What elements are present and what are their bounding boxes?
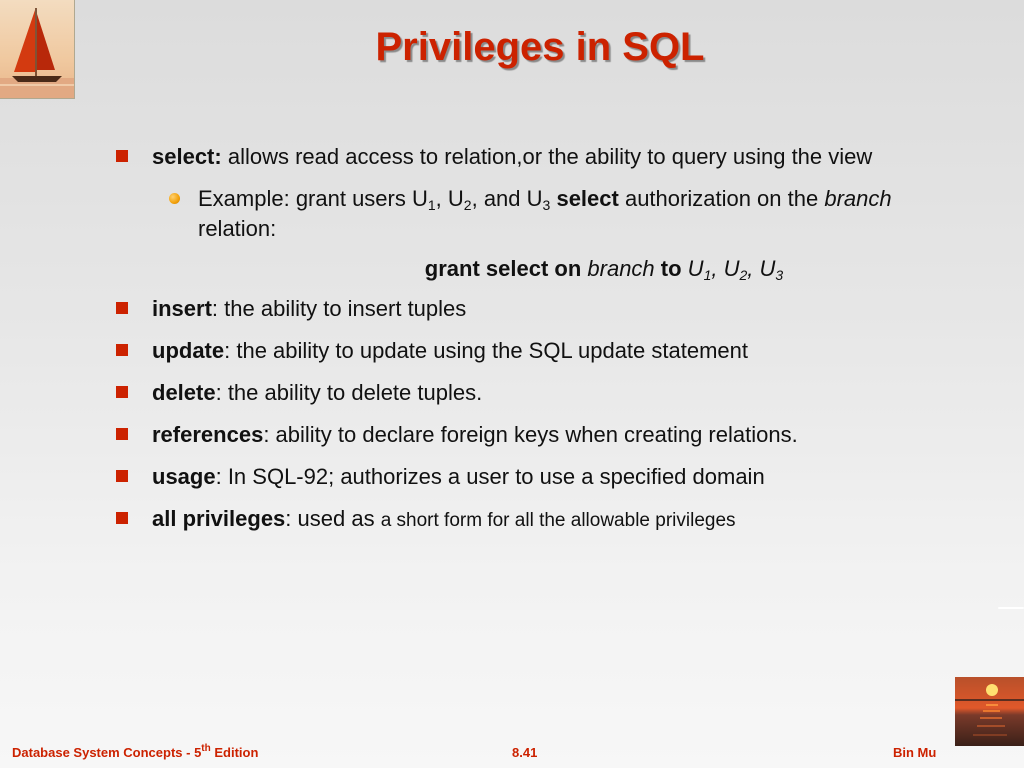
item-text: : the ability to insert tuples xyxy=(211,296,467,321)
example-text: , U xyxy=(435,186,464,211)
square-bullet-icon xyxy=(116,512,128,524)
example-text: authorization on the xyxy=(618,186,825,211)
list-item-references xyxy=(114,420,974,450)
subscript: 3 xyxy=(775,267,784,283)
subscript: 1 xyxy=(703,267,712,283)
slide-title: Privileges in SQL xyxy=(375,25,705,69)
subscript: 3 xyxy=(542,197,551,213)
keyword: select xyxy=(556,186,619,211)
keyword: delete xyxy=(152,380,216,405)
superscript: th xyxy=(201,743,211,754)
footer-author: Bin Mu xyxy=(893,745,937,760)
item-text: allows read access to relation,or the ability to query using the view xyxy=(221,144,873,169)
bullet-list xyxy=(114,142,974,548)
example-item xyxy=(198,184,938,244)
round-bullet-icon xyxy=(169,193,180,204)
keyword: update xyxy=(152,338,225,363)
item-text: : In SQL-92; authorizes a user to use a specified domain xyxy=(215,464,765,489)
list-item-all-privileges xyxy=(114,504,974,536)
decorative-line xyxy=(998,607,1024,609)
list-item-usage xyxy=(114,462,974,492)
user-name: U xyxy=(759,256,776,281)
square-bullet-icon xyxy=(116,470,128,482)
footer-text: Edition xyxy=(210,745,259,760)
list-item-insert xyxy=(114,294,974,324)
item-text: : used as xyxy=(285,506,381,531)
grant-statement xyxy=(114,254,974,284)
square-bullet-icon xyxy=(116,302,128,314)
subscript: 2 xyxy=(463,197,472,213)
relation-name: branch xyxy=(824,186,892,211)
list-item-select xyxy=(114,142,974,172)
item-text: : ability to declare foreign keys when creating relations. xyxy=(263,422,798,447)
item-text: : the ability to delete tuples. xyxy=(215,380,483,405)
item-text: : the ability to update using the SQL update statement xyxy=(224,338,748,363)
square-bullet-icon xyxy=(116,150,128,162)
keyword: select: xyxy=(152,144,222,169)
user-name: U xyxy=(723,256,740,281)
square-bullet-icon xyxy=(116,386,128,398)
sql-keyword: to xyxy=(654,256,688,281)
sunset-image-icon xyxy=(955,677,1024,746)
separator: , xyxy=(747,256,760,281)
footer-book-title xyxy=(12,745,258,760)
subscript: 1 xyxy=(427,197,436,213)
sql-command: grant select on xyxy=(424,256,588,281)
keyword: insert xyxy=(152,296,212,321)
relation-name: branch xyxy=(587,256,655,281)
list-item-delete xyxy=(114,378,974,408)
example-text: Example: grant users U xyxy=(198,186,428,211)
footer-text: Database System Concepts - 5 xyxy=(12,745,202,760)
separator: , xyxy=(711,256,724,281)
example-text: relation: xyxy=(198,216,277,241)
square-bullet-icon xyxy=(116,428,128,440)
subscript: 2 xyxy=(739,267,748,283)
footer-page-number: 8.41 xyxy=(512,745,538,760)
list-item-update xyxy=(114,336,974,366)
keyword: usage xyxy=(152,464,216,489)
keyword: references xyxy=(152,422,264,447)
item-text-tail: a short form for all the allowable privileges xyxy=(380,510,736,531)
user-name: U xyxy=(687,256,704,281)
example-text: , and U xyxy=(471,186,543,211)
square-bullet-icon xyxy=(116,344,128,356)
keyword: all privileges xyxy=(152,506,286,531)
